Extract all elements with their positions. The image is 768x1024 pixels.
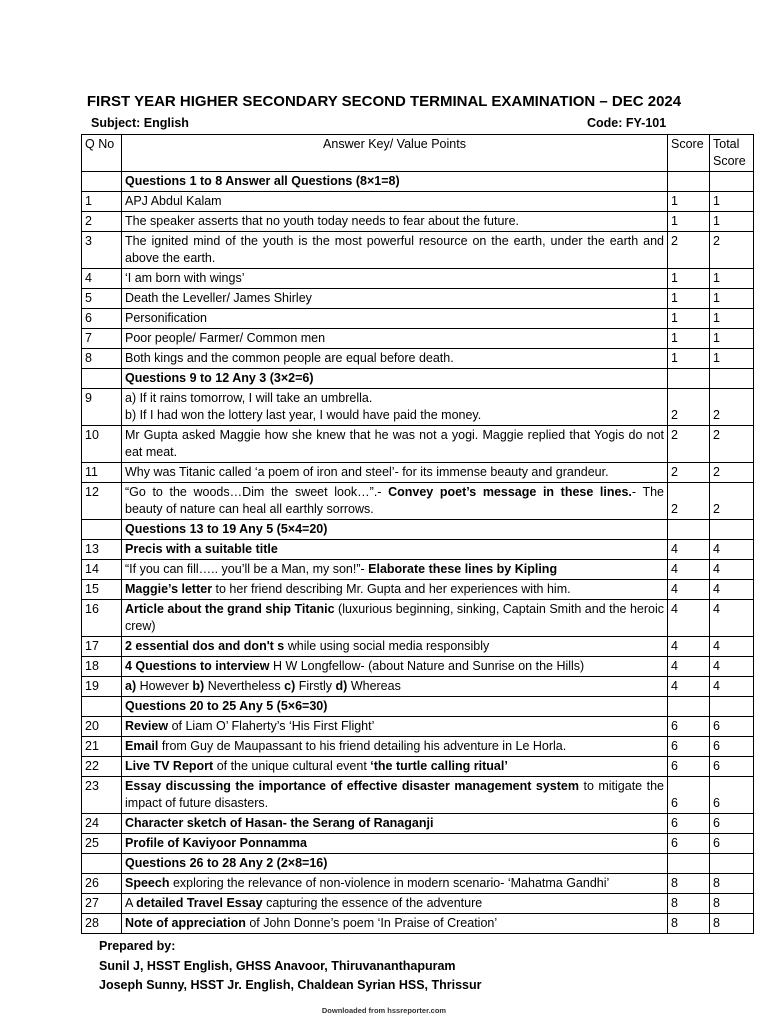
answer-text: Why was Titanic called ‘a poem of iron and steel’- for its immense beauty and grandeur. — [125, 465, 609, 479]
answer-text: H W Longfellow- (about Nature and Sunrise on the Hills) — [269, 659, 585, 673]
answer-text: Note of appreciation — [125, 916, 246, 930]
table-row — [82, 289, 754, 309]
answer-cell — [122, 172, 668, 192]
answer-text: b) If I had won the lottery last year, I would have paid the money. — [125, 408, 482, 422]
score-cell — [668, 854, 710, 874]
answer-text: capturing the essence of the adventure — [262, 896, 483, 910]
score-cell: 4 — [668, 657, 710, 677]
answer-text: Profile of Kaviyoor Ponnamma — [125, 836, 307, 850]
answer-text: “Go to the woods…Dim the sweet look…”.- — [125, 485, 389, 499]
qno-cell: 25 — [82, 834, 122, 854]
qno-cell: 5 — [82, 289, 122, 309]
score-cell — [668, 520, 710, 540]
answer-text: d) — [335, 679, 348, 693]
score-cell: 1 — [668, 212, 710, 232]
download-footer: Downloaded from hssreporter.com — [321, 1006, 447, 1015]
score-cell: 1 — [668, 289, 710, 309]
qno-cell: 17 — [82, 637, 122, 657]
answer-cell — [122, 426, 668, 463]
answer-text: Questions 13 to 19 Any 5 (5×4=20) — [125, 522, 328, 536]
table-row — [82, 232, 754, 269]
total-cell: 6 — [710, 834, 754, 854]
answer-cell — [122, 717, 668, 737]
score-cell: 8 — [668, 874, 710, 894]
qno-cell: 14 — [82, 560, 122, 580]
qno-cell: 28 — [82, 914, 122, 934]
answer-cell — [122, 389, 668, 426]
answer-text: Mr Gupta asked Maggie how she knew that he was not a yogi. Maggie replied that Yogis do not eat meat. — [125, 428, 664, 459]
table-row — [82, 309, 754, 329]
total-cell: 1 — [710, 309, 754, 329]
answer-text: Firstly — [295, 679, 336, 693]
score-cell: 2 — [668, 426, 710, 463]
qno-cell — [82, 369, 122, 389]
score-cell: 6 — [668, 814, 710, 834]
qno-cell — [82, 854, 122, 874]
answer-cell — [122, 269, 668, 289]
table-row — [82, 329, 754, 349]
answer-text: Essay discussing the importance of effective disaster management system — [125, 779, 579, 793]
score-cell: 4 — [668, 560, 710, 580]
answer-text: Elaborate these lines by Kipling — [368, 562, 558, 576]
answer-cell — [122, 814, 668, 834]
table-row — [82, 834, 754, 854]
score-cell: 1 — [668, 309, 710, 329]
answer-text: Whereas — [347, 679, 401, 693]
total-cell: 1 — [710, 212, 754, 232]
total-cell: 2 — [710, 232, 754, 269]
answer-text: Poor people/ Farmer/ Common men — [125, 331, 326, 345]
col-header-score: Score — [668, 135, 710, 172]
score-cell: 4 — [668, 580, 710, 600]
qno-cell: 10 — [82, 426, 122, 463]
total-cell: 4 — [710, 540, 754, 560]
answer-cell — [122, 894, 668, 914]
answer-text: from Guy de Maupassant to his friend detailing his adventure in Le Horla. — [158, 739, 567, 753]
answer-text: However — [136, 679, 193, 693]
qno-cell: 26 — [82, 874, 122, 894]
answer-text: of John Donne’s poem ‘In Praise of Creation’ — [245, 916, 498, 930]
score-cell: 6 — [668, 757, 710, 777]
total-cell — [710, 520, 754, 540]
answer-text: of the unique cultural event — [213, 759, 371, 773]
table-row — [82, 600, 754, 637]
qno-cell: 7 — [82, 329, 122, 349]
qno-cell: 24 — [82, 814, 122, 834]
qno-cell: 4 — [82, 269, 122, 289]
answer-text: A — [125, 896, 137, 910]
qno-cell — [82, 172, 122, 192]
table-row — [82, 777, 754, 814]
answer-text: Questions 20 to 25 Any 5 (5×6=30) — [125, 699, 328, 713]
answer-text: Article about the grand ship Titanic — [125, 602, 335, 616]
score-cell: 6 — [668, 717, 710, 737]
answer-text: 2 essential dos and don't s — [125, 639, 285, 653]
table-row — [82, 540, 754, 560]
score-cell: 2 — [668, 483, 710, 520]
answer-text: (luxurious beginning, sinking, Captain Smith and the heroic crew) — [125, 602, 665, 633]
table-row — [82, 914, 754, 934]
prepared-by — [99, 937, 482, 996]
total-cell: 2 — [710, 483, 754, 520]
answer-cell — [122, 834, 668, 854]
table-row — [82, 657, 754, 677]
total-cell: 4 — [710, 600, 754, 637]
total-cell: 4 — [710, 580, 754, 600]
qno-cell — [82, 520, 122, 540]
answer-cell — [122, 232, 668, 269]
answer-cell — [122, 540, 668, 560]
qno-cell: 12 — [82, 483, 122, 520]
qno-cell — [82, 697, 122, 717]
total-cell: 4 — [710, 637, 754, 657]
subject-label: Subject: English — [91, 116, 189, 130]
answer-text: Live TV Report — [125, 759, 214, 773]
table-row — [82, 389, 754, 426]
table-row — [82, 580, 754, 600]
answer-text: APJ Abdul Kalam — [125, 194, 222, 208]
answer-cell — [122, 757, 668, 777]
qno-cell: 9 — [82, 389, 122, 426]
score-cell: 1 — [668, 192, 710, 212]
total-cell: 1 — [710, 329, 754, 349]
table-row — [82, 212, 754, 232]
answer-text: Speech — [125, 876, 170, 890]
answer-cell — [122, 463, 668, 483]
answer-text: Maggie’s letter — [125, 582, 213, 596]
answer-cell — [122, 520, 668, 540]
section-row — [82, 369, 754, 389]
qno-cell: 1 — [82, 192, 122, 212]
answer-text: Both kings and the common people are equal before death. — [125, 351, 454, 365]
total-cell: 6 — [710, 737, 754, 757]
table-row — [82, 757, 754, 777]
total-cell: 4 — [710, 560, 754, 580]
table-row — [82, 463, 754, 483]
score-cell — [668, 369, 710, 389]
total-cell — [710, 369, 754, 389]
answer-cell — [122, 600, 668, 637]
answer-cell — [122, 369, 668, 389]
answer-cell — [122, 914, 668, 934]
table-row — [82, 737, 754, 757]
col-header-answer: Answer Key/ Value Points — [122, 135, 668, 172]
exam-title: FIRST YEAR HIGHER SECONDARY SECOND TERMINAL EXAMINATION – DEC 2024 — [86, 93, 682, 110]
answer-text: ‘the turtle calling ritual’ — [370, 759, 508, 773]
section-row — [82, 697, 754, 717]
answer-text: Email — [125, 739, 159, 753]
table-row — [82, 560, 754, 580]
score-cell — [668, 697, 710, 717]
answer-cell — [122, 349, 668, 369]
total-cell: 8 — [710, 874, 754, 894]
answer-cell — [122, 289, 668, 309]
score-cell: 4 — [668, 600, 710, 637]
answer-cell — [122, 580, 668, 600]
score-cell: 4 — [668, 540, 710, 560]
qno-cell: 20 — [82, 717, 122, 737]
answer-cell — [122, 777, 668, 814]
score-cell: 1 — [668, 269, 710, 289]
score-cell: 6 — [668, 777, 710, 814]
answer-text: to her friend describing Mr. Gupta and her experiences with him. — [212, 582, 571, 596]
total-cell: 1 — [710, 289, 754, 309]
answer-text: c) — [284, 679, 296, 693]
score-cell: 1 — [668, 329, 710, 349]
answer-cell — [122, 309, 668, 329]
section-row — [82, 854, 754, 874]
score-cell: 6 — [668, 737, 710, 757]
answer-text: detailed Travel Essay — [136, 896, 263, 910]
total-cell: 6 — [710, 717, 754, 737]
qno-cell: 19 — [82, 677, 122, 697]
answer-text: The ignited mind of the youth is the most powerful resource on the earth, under the earth and above the earth. — [125, 234, 664, 265]
qno-cell: 2 — [82, 212, 122, 232]
answer-text: Nevertheless — [204, 679, 285, 693]
total-cell: 8 — [710, 894, 754, 914]
table-row — [82, 349, 754, 369]
total-cell: 2 — [710, 426, 754, 463]
total-cell: 1 — [710, 349, 754, 369]
section-row — [82, 172, 754, 192]
answer-cell — [122, 483, 668, 520]
author-1: Sunil J, HSST English, GHSS Anavoor, Thiruvananthapuram — [99, 958, 456, 973]
code-label: Code: FY-101 — [587, 116, 667, 130]
total-cell: 4 — [710, 657, 754, 677]
answer-text: a) — [125, 679, 137, 693]
qno-cell: 21 — [82, 737, 122, 757]
answer-text: “If you can fill….. you’ll be a Man, my son!”- — [125, 562, 369, 576]
score-cell: 4 — [668, 677, 710, 697]
table-row — [82, 637, 754, 657]
score-cell: 8 — [668, 894, 710, 914]
answer-text: Questions 9 to 12 Any 3 (3×2=6) — [125, 371, 314, 385]
score-cell: 4 — [668, 637, 710, 657]
score-cell: 6 — [668, 834, 710, 854]
table-row — [82, 874, 754, 894]
qno-cell: 16 — [82, 600, 122, 637]
answer-text: The speaker asserts that no youth today needs to fear about the future. — [125, 214, 520, 228]
answer-text: Questions 26 to 28 Any 2 (2×8=16) — [125, 856, 328, 870]
answer-text: to mitigate the impact of future disasters. — [125, 779, 664, 810]
col-header-total: Total Score — [710, 135, 754, 172]
answer-text: Questions 1 to 8 Answer all Questions (8×1=8) — [125, 174, 400, 188]
qno-cell: 13 — [82, 540, 122, 560]
prepared-heading: Prepared by: — [99, 939, 176, 953]
qno-cell: 11 — [82, 463, 122, 483]
author-2: Joseph Sunny, HSST Jr. English, Chaldean Syrian HSS, Thrissur — [99, 978, 482, 992]
score-cell: 2 — [668, 232, 710, 269]
total-cell: 4 — [710, 677, 754, 697]
section-row — [82, 520, 754, 540]
table-header-row — [82, 135, 754, 172]
answer-text: Review — [125, 719, 169, 733]
answer-cell — [122, 329, 668, 349]
table-row — [82, 677, 754, 697]
answer-text: of Liam O’ Flaherty’s ‘His First Flight’ — [168, 719, 375, 733]
answer-text: exploring the relevance of non-violence in modern scenario- ‘Mahatma Gandhi’ — [169, 876, 610, 890]
total-cell: 6 — [710, 814, 754, 834]
answer-text: ‘I am born with wings’ — [125, 271, 245, 285]
score-cell: 2 — [668, 389, 710, 426]
answer-cell — [122, 697, 668, 717]
table-row — [82, 814, 754, 834]
total-cell: 2 — [710, 389, 754, 426]
answer-cell — [122, 854, 668, 874]
answer-cell — [122, 192, 668, 212]
score-cell: 1 — [668, 349, 710, 369]
answer-text: Death the Leveller/ James Shirley — [125, 291, 312, 305]
qno-cell: 23 — [82, 777, 122, 814]
table-row — [82, 192, 754, 212]
answer-text: Convey poet’s message in these lines. — [388, 485, 632, 499]
qno-cell: 22 — [82, 757, 122, 777]
table-row — [82, 717, 754, 737]
answer-text: a) If it rains tomorrow, I will take an umbrella. — [125, 391, 373, 405]
answer-text: b) — [192, 679, 205, 693]
qno-cell: 18 — [82, 657, 122, 677]
total-cell — [710, 172, 754, 192]
total-cell: 6 — [710, 757, 754, 777]
answer-cell — [122, 560, 668, 580]
answer-text: Precis with a suitable title — [125, 542, 278, 556]
total-cell — [710, 854, 754, 874]
qno-cell: 6 — [82, 309, 122, 329]
total-cell: 1 — [710, 192, 754, 212]
qno-cell: 27 — [82, 894, 122, 914]
total-cell: 6 — [710, 777, 754, 814]
answer-cell — [122, 737, 668, 757]
answer-text: Character sketch of Hasan- the Serang of Ranaganji — [125, 816, 434, 830]
total-cell: 8 — [710, 914, 754, 934]
answer-text: while using social media responsibly — [284, 639, 490, 653]
table-row — [82, 426, 754, 463]
qno-cell: 8 — [82, 349, 122, 369]
qno-cell: 3 — [82, 232, 122, 269]
answer-cell — [122, 657, 668, 677]
answer-text: 4 Questions to interview — [125, 659, 270, 673]
table-row — [82, 269, 754, 289]
answer-cell — [122, 677, 668, 697]
answer-cell — [122, 212, 668, 232]
answer-cell — [122, 874, 668, 894]
score-cell: 8 — [668, 914, 710, 934]
total-cell: 1 — [710, 269, 754, 289]
table-row — [82, 483, 754, 520]
qno-cell: 15 — [82, 580, 122, 600]
score-cell — [668, 172, 710, 192]
table-body — [82, 172, 754, 934]
col-header-qno: Q No — [82, 135, 122, 172]
answer-text: - The beauty of nature can heal all earthly sorrows. — [125, 485, 664, 516]
answer-text: Personification — [125, 311, 207, 325]
answer-key-table — [81, 134, 754, 934]
answer-cell — [122, 637, 668, 657]
score-cell: 2 — [668, 463, 710, 483]
table-row — [82, 894, 754, 914]
total-cell — [710, 697, 754, 717]
total-cell: 2 — [710, 463, 754, 483]
